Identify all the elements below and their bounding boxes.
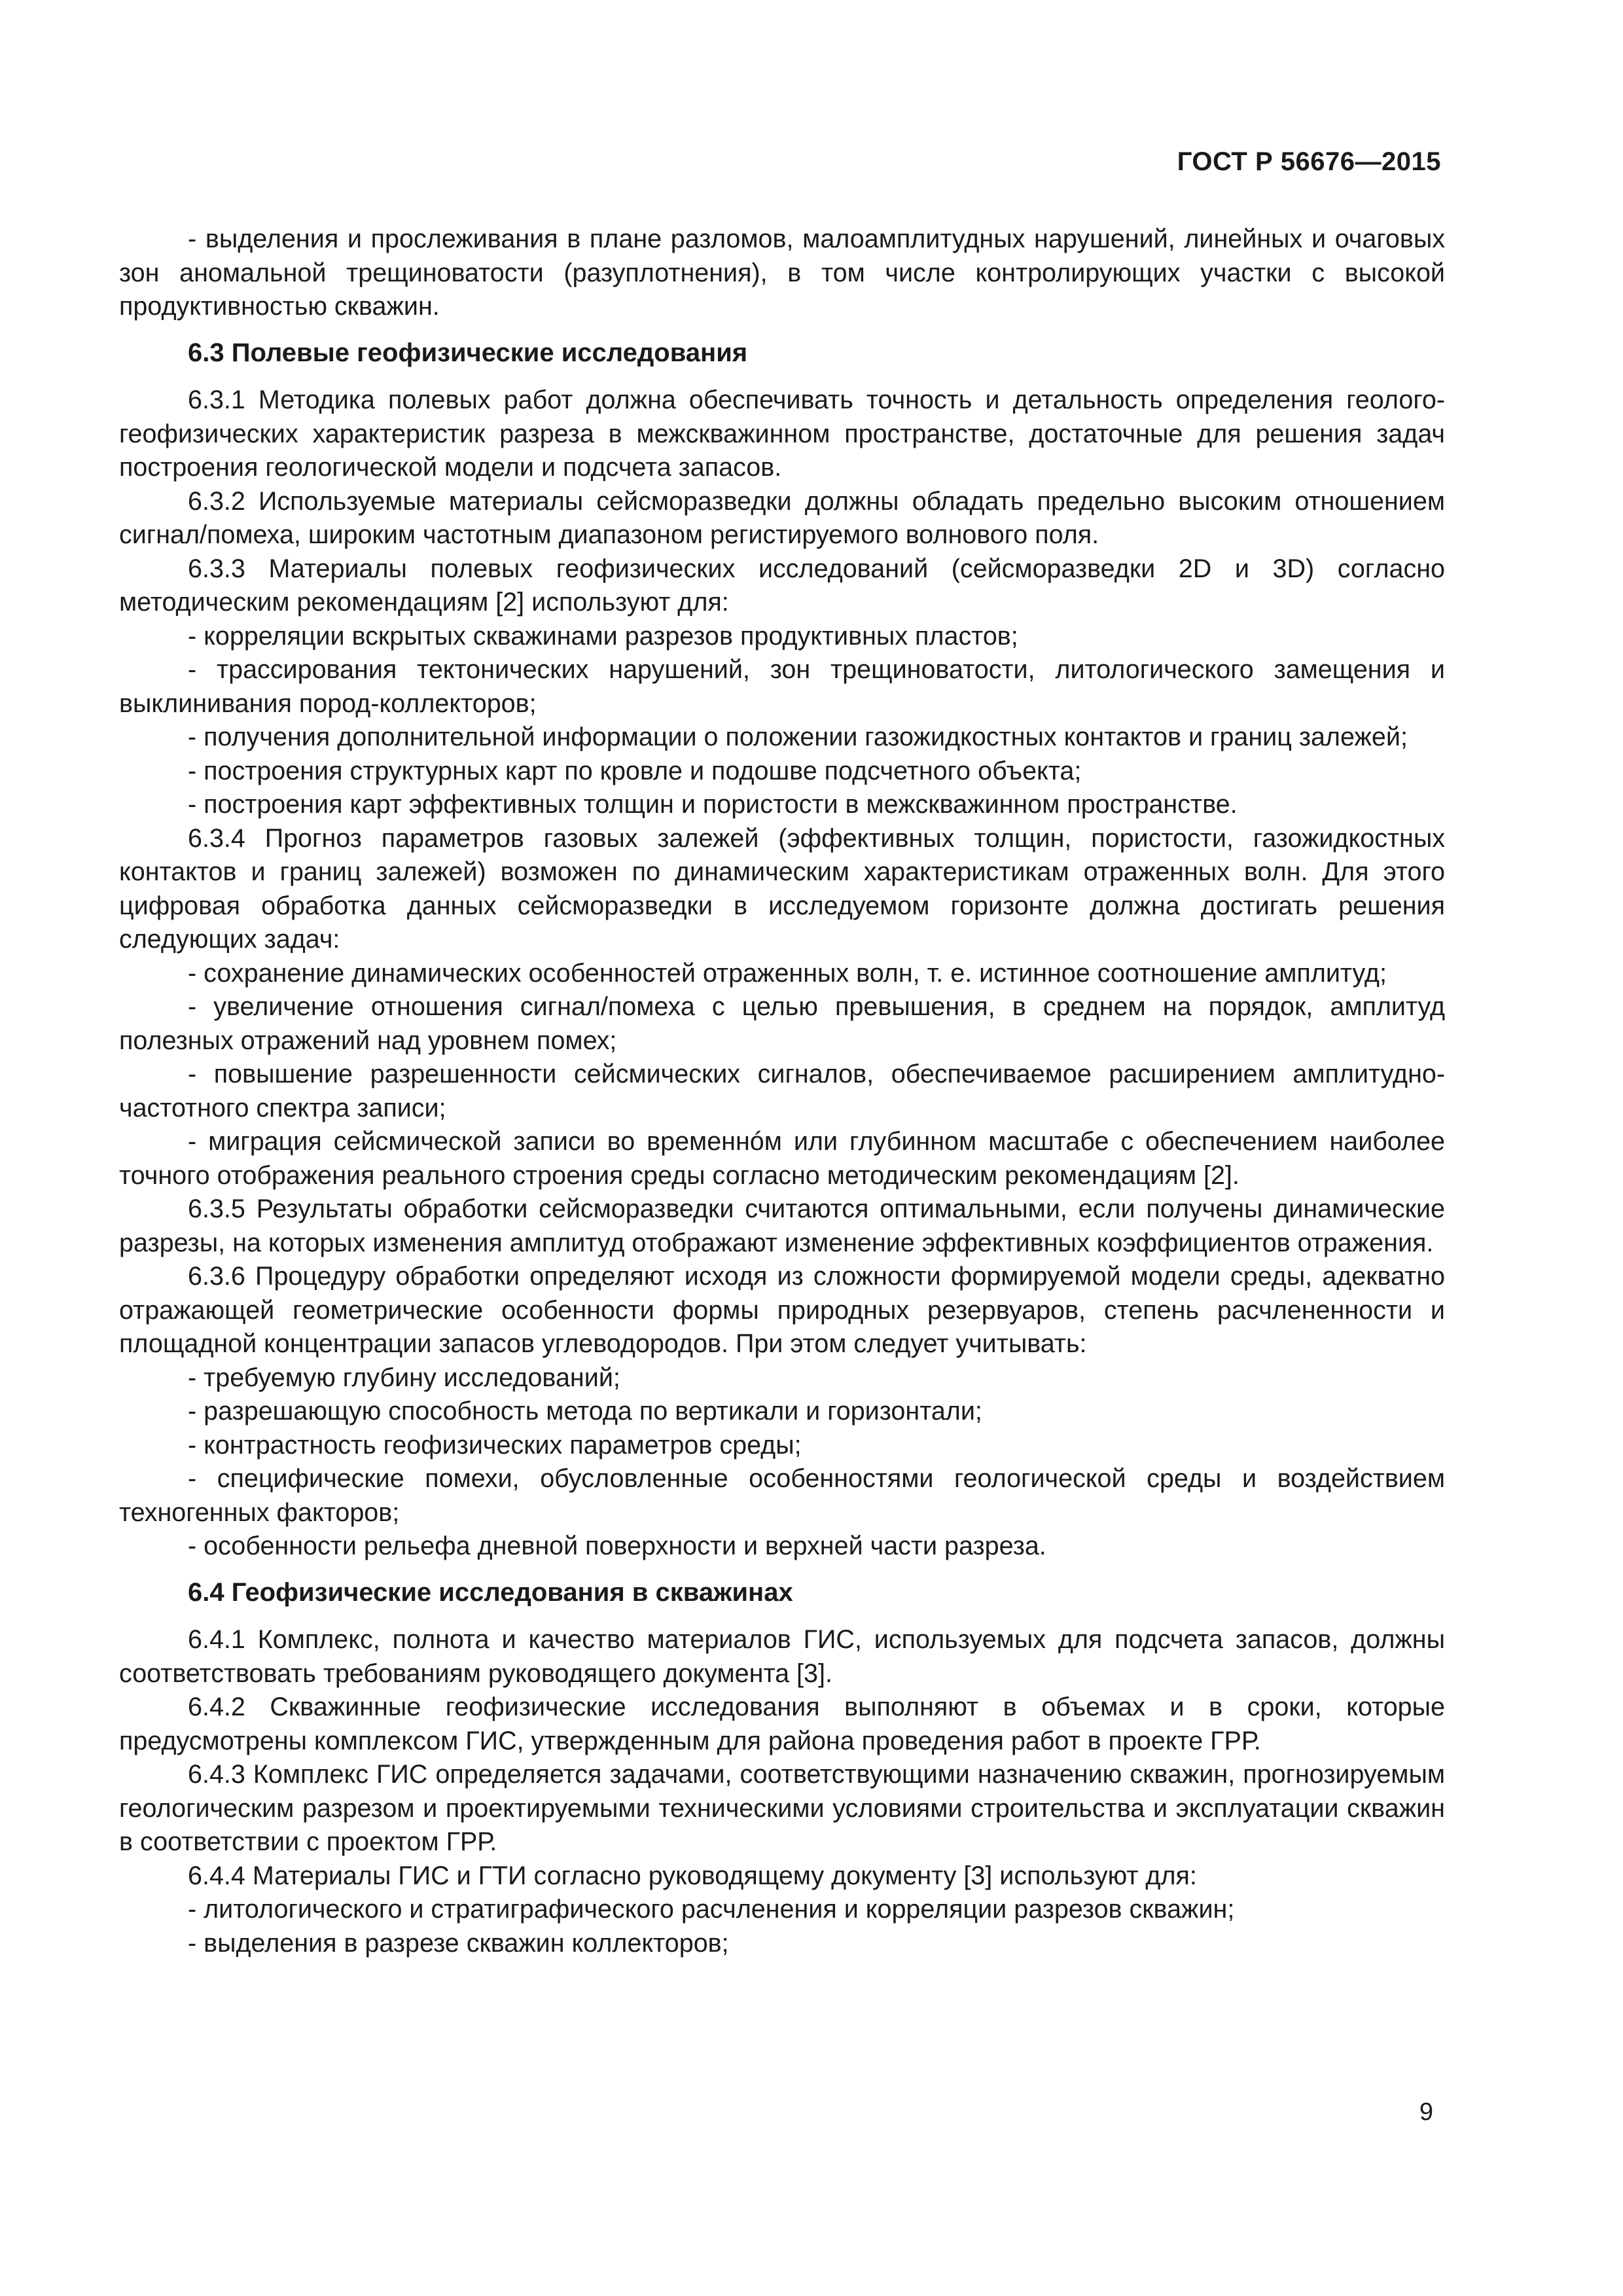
paragraph: 6.3.3 Материалы полевых геофизических исследований (сейсморазведки 2D и 3D) согласно методическим рекомендациям [2] используют для: (119, 554, 1445, 617)
list-item: - трассирования тектонических нарушений, зон трещиноватости, литологического замещения и выклинивания пород-коллекторов; (119, 655, 1445, 718)
list-item: - литологического и стратиграфического расчленения и корреляции разрезов скважин; (188, 1895, 1235, 1924)
page-number: 9 (1419, 2098, 1433, 2126)
paragraph: - выделения и прослеживания в плане разломов, малоамплитудных нарушений, линейных и очаговых зон аномальной трещиноватости (разуплотнения), в том числе контролирующих участки с высокой продуктивностью скважин. (119, 224, 1445, 321)
paragraph: 6.3.6 Процедуру обработки определяют исходя из сложности формируемой модели среды, адекватно отражающей геометрические особенности формы природных резервуаров, степень расчлененности и площадной концентрации запасов углеводородов. При этом следует учитывать: (119, 1262, 1445, 1358)
list-item: - разрешающую способность метода по вертикали и горизонтали; (188, 1397, 982, 1426)
paragraph: 6.4.4 Материалы ГИС и ГТИ согласно руководящему документу [3] используют для: (188, 1861, 1197, 1890)
section-heading: 6.4 Геофизические исследования в скважинах (188, 1577, 793, 1607)
list-item: - построения структурных карт по кровле и подошве подсчетного объекта; (188, 756, 1082, 785)
list-item: - специфические помехи, обусловленные особенностями геологической среды и воздействием техногенных факторов; (119, 1464, 1445, 1527)
paragraph: 6.3.4 Прогноз параметров газовых залежей (эффективных толщин, пористости, газожидкостных контактов и границ залежей) возможен по динамическим характеристикам отраженных волн. Для этого цифровая обработка данных сейсморазведки в исследуемом горизонте должна достигать решения следующих задач: (119, 823, 1445, 954)
list-item: - особенности рельефа дневной поверхности и верхней части разреза. (188, 1532, 1046, 1560)
paragraph: 6.4.2 Скважинные геофизические исследования выполняют в объемах и в сроки, которые предусмотрены комплексом ГИС, утвержденным для района проведения работ в проекте ГРР. (119, 1693, 1445, 1755)
list-item: - повышение разрешенности сейсмических сигналов, обеспечиваемое расширением амплитудно-частотного спектра записи; (119, 1060, 1445, 1122)
list-item: - сохранение динамических особенностей отраженных волн, т. е. истинное соотношение амплитуд; (188, 958, 1387, 988)
paragraph: 6.3.2 Используемые материалы сейсморазведки должны обладать предельно высоким отношением сигнал/помеха, широким частотным диапазоном регистируемого волнового поля. (119, 486, 1445, 549)
list-item: - построения карт эффективных толщин и пористости в межскважинном пространстве. (188, 790, 1238, 819)
document-code: ГОСТ Р 56676—2015 (1177, 147, 1441, 176)
document-body (119, 223, 1445, 1960)
paragraph: 6.3.5 Результаты обработки сейсморазведки считаются оптимальными, если получены динамические разрезы, на которых изменения амплитуд отображают изменение эффективных коэффициентов отражения. (119, 1194, 1445, 1257)
list-item: - увеличение отношения сигнал/помеха с целью превышения, в среднем на порядок, амплитуд полезных отражений над уровнем помех; (119, 992, 1445, 1055)
paragraph: 6.4.3 Комплекс ГИС определяется задачами, соответствующими назначению скважин, прогнозируемым геологическим разрезом и проектируемыми техническими условиями строительства и эксплуатации скважин в соответствии с проектом ГРР. (119, 1760, 1445, 1856)
list-item: - выделения в разрезе скважин коллекторов; (188, 1928, 729, 1958)
paragraph: 6.3.1 Методика полевых работ должна обеспечивать точность и детальность определения геолого-геофизических характеристик разреза в межскважинном пространстве, достаточные для решения задач построения геологической модели и подсчета запасов. (119, 386, 1445, 482)
list-item: - требуемую глубину исследований; (188, 1363, 620, 1392)
list-item: - контрастность геофизических параметров среды; (188, 1430, 802, 1460)
list-item: - получения дополнительной информации о положении газожидкостных контактов и границ залежей; (188, 723, 1408, 751)
paragraph: 6.4.1 Комплекс, полнота и качество материалов ГИС, используемых для подсчета запасов, должны соответствовать требованиям руководящего документа [3]. (119, 1625, 1445, 1688)
list-item: - миграция сейсмической записи во временнóм или глубинном масштабе с обеспечением наиболее точного отображения реального строения среды согласно методическим рекомендациям [2]. (119, 1127, 1445, 1190)
list-item: - корреляции вскрытых скважинами разрезов продуктивных пластов; (188, 621, 1018, 651)
section-heading: 6.3 Полевые геофизические исследования (188, 338, 748, 367)
